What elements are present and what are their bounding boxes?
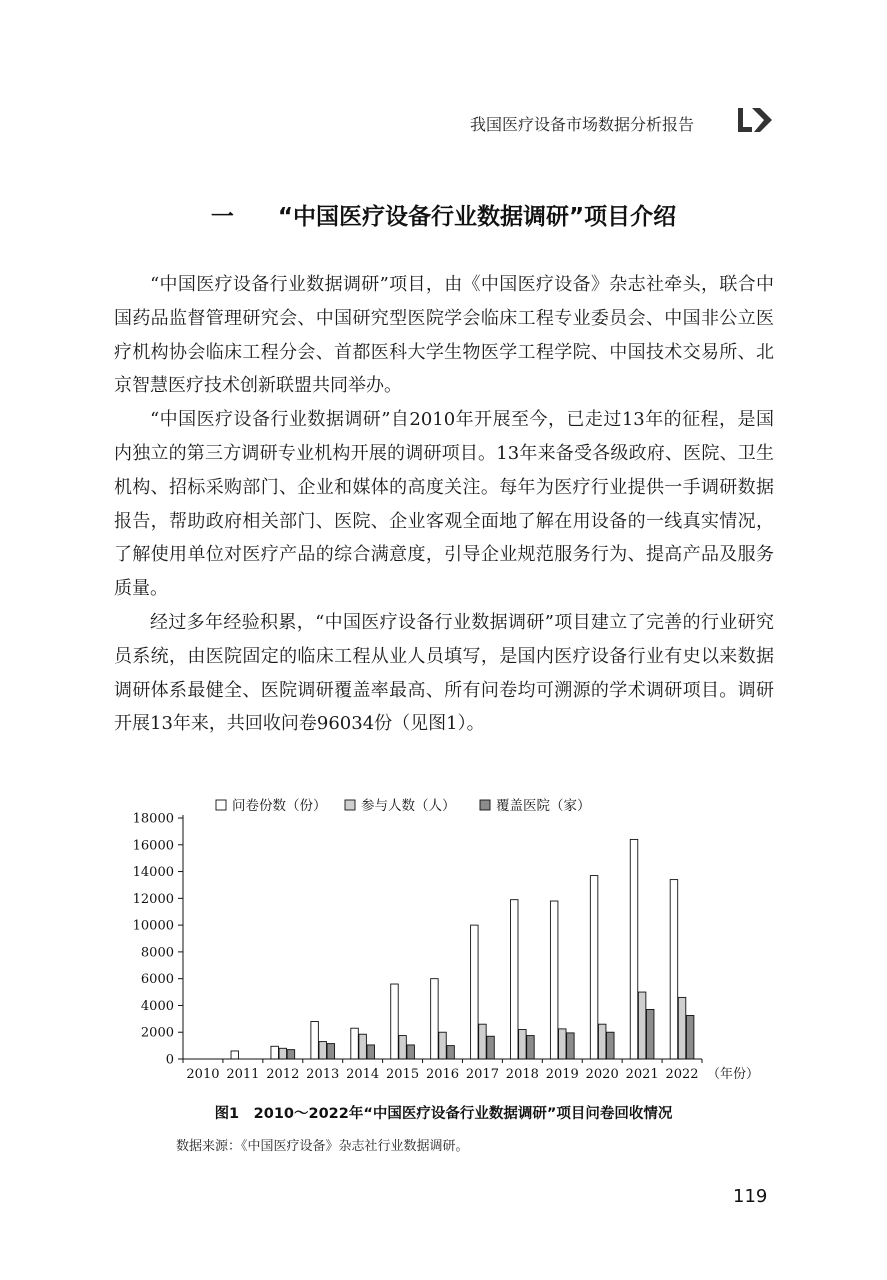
running-head: 我国医疗设备市场数据分析报告 — [470, 115, 695, 134]
bar — [447, 1046, 455, 1059]
bar — [510, 900, 518, 1059]
body-text — [114, 268, 774, 741]
source-note: 数据来源：《中国医疗设备》杂志社行业数据调研。 — [176, 1139, 469, 1154]
chart-legend — [216, 797, 591, 814]
section-title — [0, 198, 887, 231]
x-tick-label: 2021 — [625, 1067, 659, 1082]
bar — [311, 1022, 319, 1059]
x-tick-label: 2018 — [505, 1067, 539, 1082]
bar — [479, 1024, 487, 1059]
x-axis — [183, 1059, 759, 1082]
x-tick-label: 2013 — [306, 1067, 340, 1082]
bar — [271, 1046, 279, 1059]
chart-bars — [231, 839, 694, 1059]
y-tick-label: 16000 — [132, 838, 174, 854]
y-tick-label: 4000 — [140, 998, 174, 1014]
x-tick-label: 2011 — [226, 1067, 260, 1082]
bar — [670, 880, 678, 1059]
bar — [287, 1050, 295, 1059]
bar — [678, 997, 686, 1059]
x-tick-label: 2019 — [545, 1067, 579, 1082]
legend-swatch — [216, 800, 226, 810]
bar — [471, 925, 479, 1059]
bar — [550, 901, 558, 1059]
bar — [407, 1045, 415, 1059]
bar — [630, 839, 638, 1059]
x-tick-label: 2016 — [425, 1067, 460, 1082]
bar — [607, 1032, 615, 1059]
paragraph-2: “中国医疗设备行业数据调研”自2010年开展至今，已走过13年的征程，是国内独立的第三方调研专业机构开展的调研项目。13年来备受各级政府、医院、卫生机构、招标采购部门、企业和媒体的高度关注。每年为医疗行业提供一手调研数据报告，帮助政府相关部门、医院、企业客观全面地了解在用设备的一线真实情况，了解使用单位对医疗产品的综合满意度，引导企业规范服务行为、提高产品及服务质量。 — [114, 409, 774, 600]
x-axis-label: （年份） — [707, 1067, 760, 1082]
y-tick-label: 14000 — [132, 865, 174, 881]
x-tick-label: 2020 — [585, 1067, 619, 1082]
x-tick-label: 2015 — [386, 1067, 420, 1082]
y-tick-label: 18000 — [132, 811, 174, 827]
bar — [527, 1036, 535, 1059]
x-tick-label: 2010 — [186, 1067, 220, 1082]
legend-label: 问卷份数（份） — [232, 798, 327, 814]
legend-label: 覆盖医院（家） — [496, 798, 591, 814]
y-tick-label: 0 — [165, 1052, 174, 1068]
x-tick-label: 2012 — [266, 1067, 300, 1082]
bar — [279, 1048, 287, 1059]
bar — [231, 1051, 239, 1059]
bar — [638, 992, 646, 1059]
y-tick-label: 2000 — [140, 1025, 174, 1041]
section-number: 一 — [210, 204, 234, 230]
paragraph-3: 经过多年经验积累，“中国医疗设备行业数据调研”项目建立了完善的行业研究员系统，由医院固定的临床工程从业人员填写，是国内医疗设备行业有史以来数据调研体系最健全、医院调研覆盖率最高、所有问卷均可溯源的学术调研项目。调研开展13年来，共回收问卷96034份（见图1）。 — [114, 611, 774, 735]
bar — [567, 1033, 575, 1059]
bar — [559, 1029, 567, 1059]
y-tick-label: 10000 — [132, 918, 174, 934]
bar — [319, 1042, 327, 1059]
bar — [519, 1030, 527, 1059]
bar — [391, 984, 399, 1059]
bar-chart — [0, 790, 887, 1095]
bar — [487, 1036, 495, 1059]
bar — [686, 1015, 694, 1059]
bar — [359, 1034, 367, 1059]
y-axis — [133, 812, 183, 1068]
page-number: 119 — [733, 1186, 768, 1207]
section-title-text: “中国医疗设备行业数据调研”项目介绍 — [277, 204, 677, 230]
bar — [399, 1036, 407, 1059]
paragraph-1: “中国医疗设备行业数据调研”项目，由《中国医疗设备》杂志社牵头，联合中国药品监督管理研究会、中国研究型医院学会临床工程专业委员会、中国非公立医疗机构协会临床工程分会、首都医科大学生物医学工程学院、中国技术交易所、北京智慧医疗技术创新联盟共同举办。 — [114, 274, 774, 397]
bar — [367, 1045, 375, 1059]
bar — [351, 1028, 359, 1059]
legend-swatch — [480, 800, 490, 810]
legend-swatch — [345, 800, 355, 810]
y-tick-label: 8000 — [140, 945, 174, 961]
bar — [598, 1024, 606, 1059]
legend-label: 参与人数（人） — [361, 798, 456, 814]
bar — [646, 1009, 654, 1059]
bar — [327, 1044, 335, 1059]
y-tick-label: 12000 — [132, 891, 174, 907]
bar — [431, 979, 439, 1059]
y-tick-label: 6000 — [140, 972, 174, 988]
header-arrow-mark — [736, 105, 776, 135]
x-tick-label: 2022 — [665, 1067, 699, 1082]
x-tick-label: 2017 — [465, 1067, 499, 1082]
x-tick-label: 2014 — [346, 1067, 380, 1082]
figure-caption: 图1 2010～2022年“中国医疗设备行业数据调研”项目问卷回收情况 — [214, 1106, 673, 1122]
bar — [439, 1032, 447, 1059]
bar — [590, 876, 598, 1059]
